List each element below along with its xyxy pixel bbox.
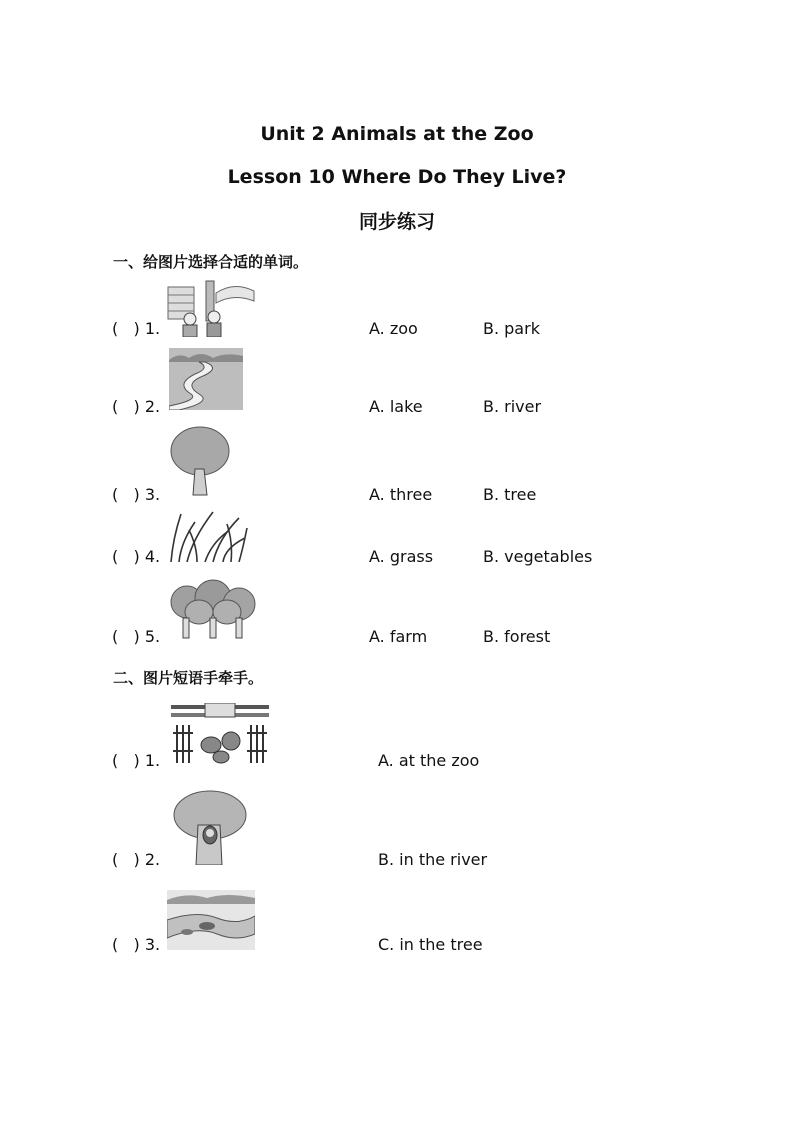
part1-heading: 一、给图片选择合适的单词。 [113,253,309,271]
question-number: ( ) 1. [112,319,161,338]
part1-question-2 [0,397,794,427]
option-a: A. lake [369,397,423,416]
option-b: B. forest [483,627,551,646]
question-number: ( ) 3. [112,485,161,504]
part2-heading: 二、图片短语手牵手。 [113,669,264,687]
question-number: ( ) 4. [112,547,161,566]
worksheet-subtitle: 同步练习 [358,211,435,233]
option-a: A. farm [369,627,428,646]
option-b: B. park [483,319,540,338]
part1-question-5 [0,627,794,657]
part2-question-1 [0,751,794,781]
option-b: B. river [483,397,542,416]
question-number: ( ) 2. [112,397,161,416]
option-b: B. tree [483,485,537,504]
match-option: B. in the river [378,850,488,869]
option-a: A. zoo [369,319,418,338]
question-number: ( ) 3. [112,935,161,954]
lesson-title: Lesson 10 Where Do They Live? [227,166,567,188]
question-number: ( ) 1. [112,751,161,770]
option-b: B. vegetables [483,547,593,566]
option-a: A. grass [369,547,434,566]
question-number: ( ) 5. [112,627,161,646]
part1-question-1 [0,319,794,349]
option-a: A. three [369,485,433,504]
part1-question-3 [0,485,794,515]
part1-question-4 [0,547,794,577]
question-number: ( ) 2. [112,850,161,869]
match-option: C. in the tree [378,935,483,954]
part2-question-2 [0,850,794,880]
match-option: A. at the zoo [378,751,480,770]
part2-question-3 [0,935,794,965]
unit-title: Unit 2 Animals at the Zoo [260,123,534,145]
